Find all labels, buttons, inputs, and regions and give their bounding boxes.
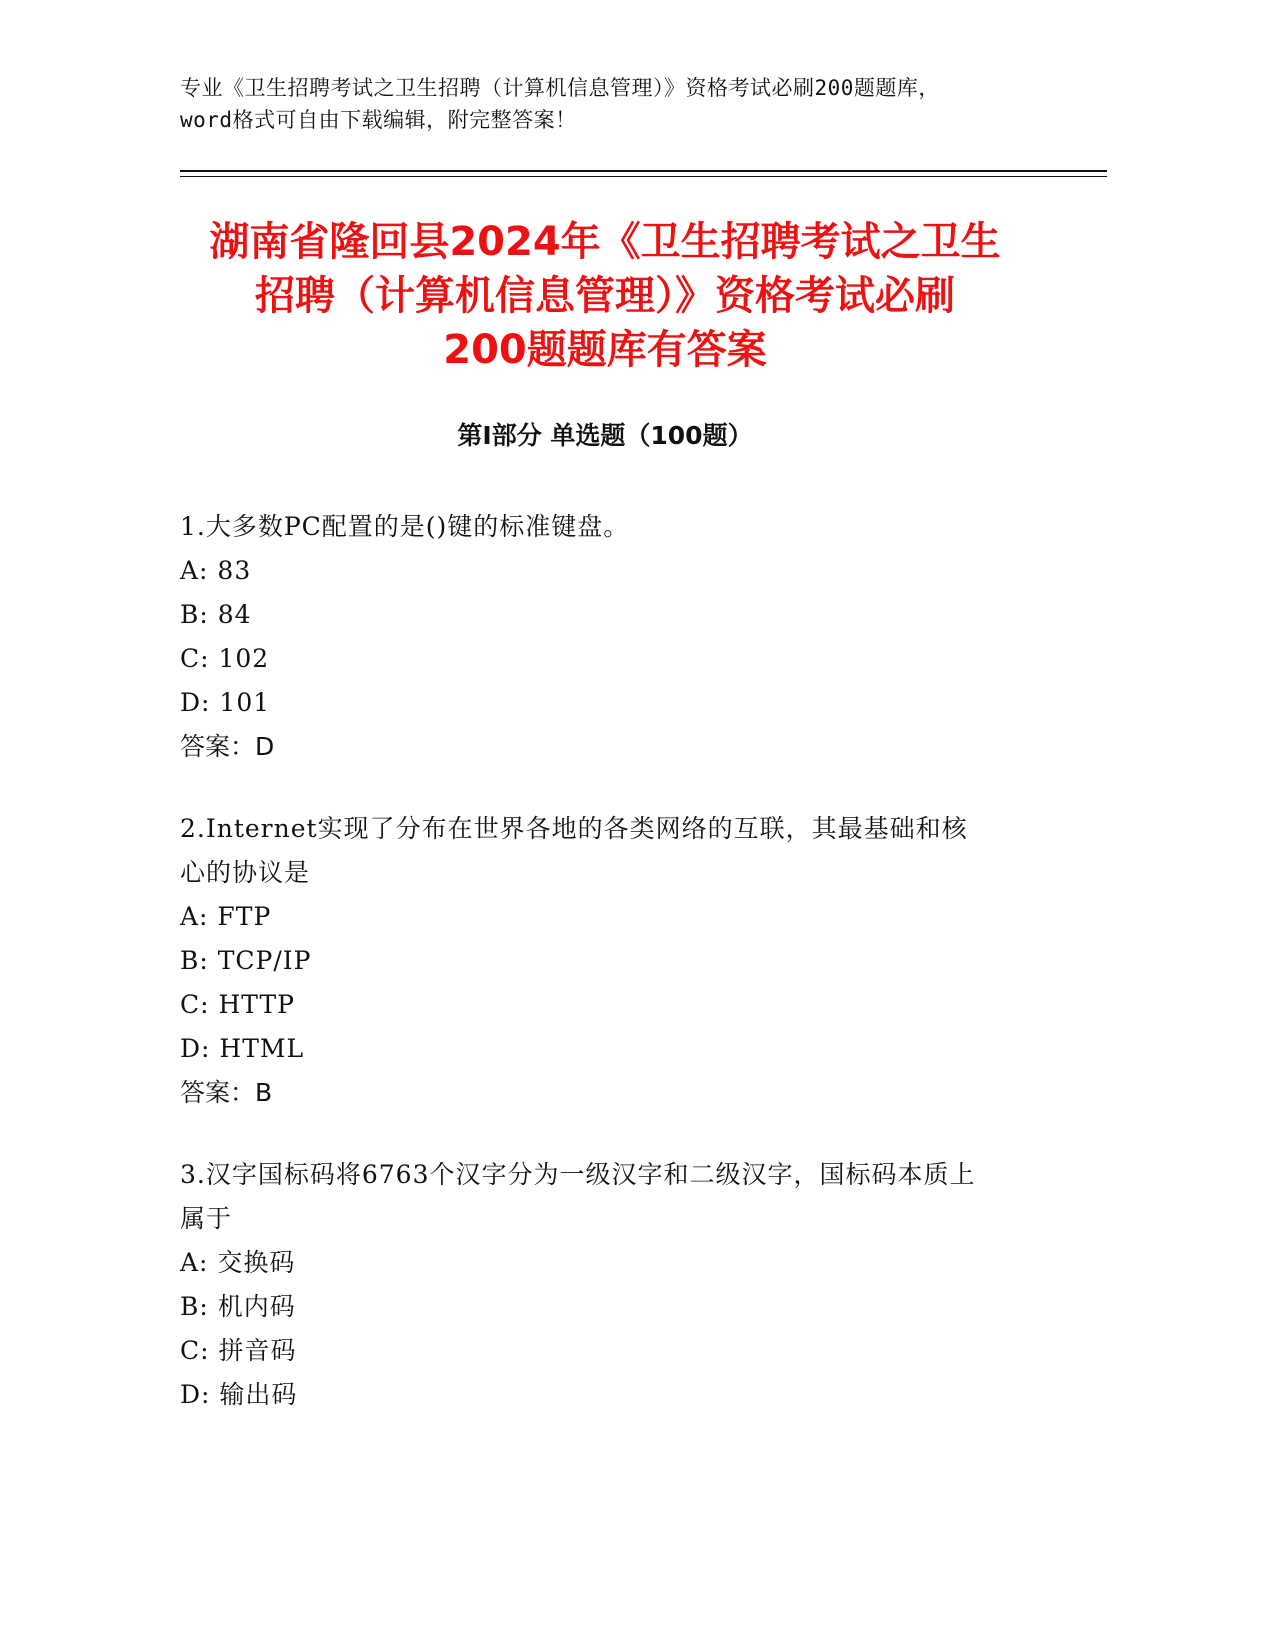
header-note-line-1: 专业《卫生招聘考试之卫生招聘（计算机信息管理）》资格考试必刷200题题库，	[180, 76, 940, 100]
section-title: 第Ⅰ部分 单选题（100题）	[457, 421, 753, 450]
option-b: B: 机内码	[180, 1292, 296, 1321]
option-c: C: 拼音码	[180, 1336, 297, 1365]
header-divider-thin	[180, 176, 1107, 177]
option-a: A: FTP	[180, 902, 272, 931]
question-stem: 1.大多数PC配置的是()键的标准键盘。	[180, 512, 630, 541]
option-c: C: 102	[180, 644, 270, 673]
header-note-line-2: word格式可自由下载编辑，附完整答案！	[180, 108, 577, 132]
option-d: D: 101	[180, 688, 271, 717]
question-stem-continued: 心的协议是	[180, 858, 311, 887]
title-line-1: 湖南省隆回县2024年《卫生招聘考试之卫生	[209, 219, 1001, 265]
option-a: A: 83	[180, 556, 252, 585]
option-c: C: HTTP	[180, 990, 295, 1019]
question-list	[180, 505, 1040, 1455]
header-divider-thick	[180, 170, 1107, 172]
option-a: A: 交换码	[180, 1248, 296, 1277]
question-stem-continued: 属于	[180, 1204, 233, 1233]
answer: 答案：D	[180, 732, 275, 761]
title-line-2: 招聘（计算机信息管理）》资格考试必刷	[255, 273, 955, 319]
question-stem: 3.汉字国标码将6763个汉字分为一级汉字和二级汉字，国标码本质上	[180, 1160, 976, 1189]
question-3	[180, 1153, 1040, 1417]
option-d: D: HTML	[180, 1034, 305, 1063]
answer: 答案：B	[180, 1078, 273, 1107]
question-1	[180, 505, 1040, 769]
option-d: D: 输出码	[180, 1380, 298, 1409]
question-2	[180, 807, 1040, 1115]
option-b: B: 84	[180, 600, 252, 629]
document-title	[150, 215, 1060, 377]
header-note	[180, 72, 1100, 136]
option-b: B: TCP/IP	[180, 946, 312, 975]
question-stem: 2.Internet实现了分布在世界各地的各类网络的互联，其最基础和核	[180, 814, 968, 843]
title-line-3: 200题题库有答案	[443, 327, 767, 373]
